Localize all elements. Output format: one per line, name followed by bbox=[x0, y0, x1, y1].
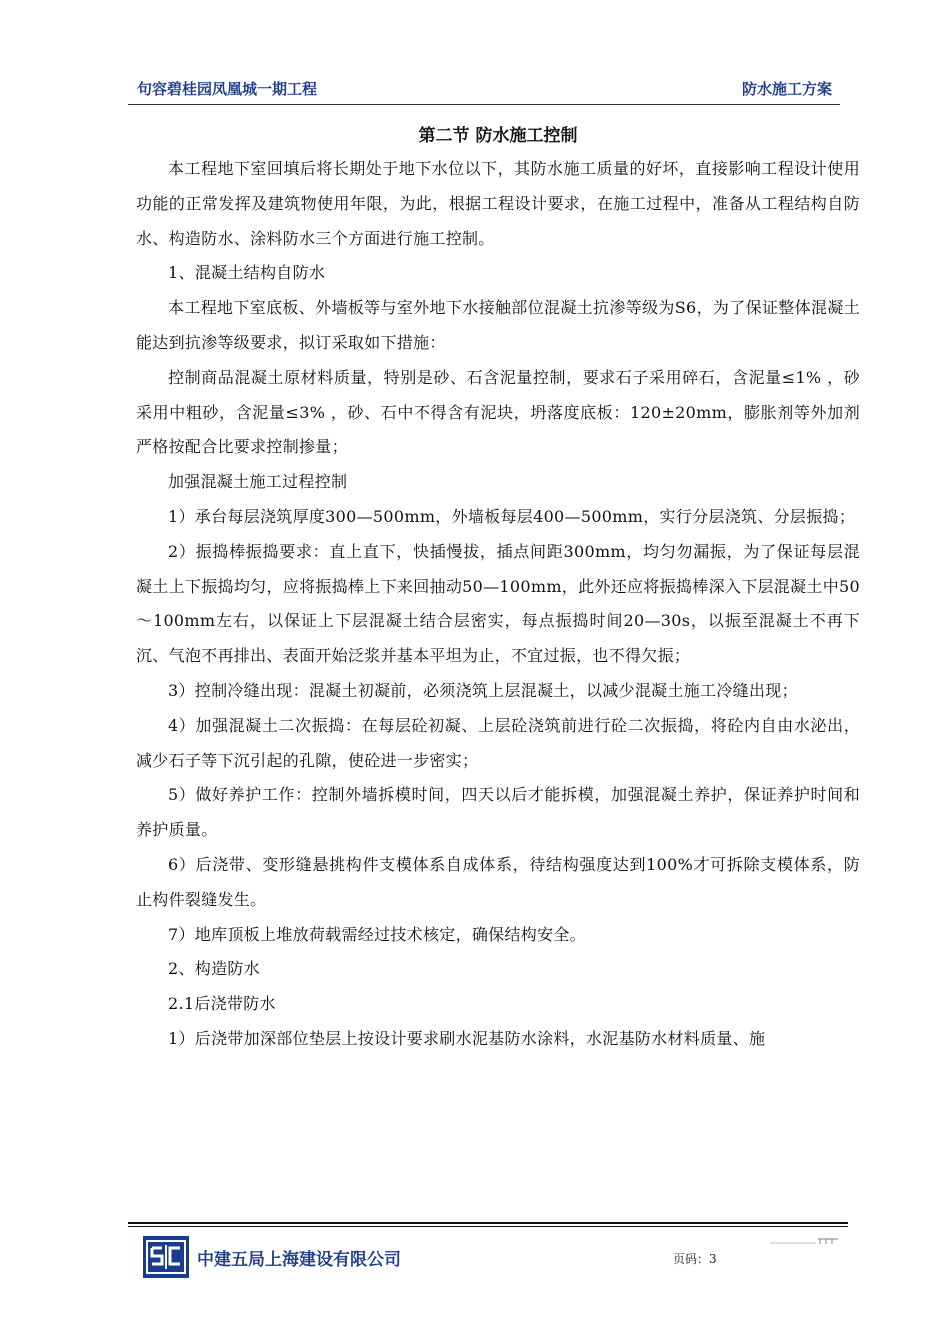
list-item: 2）振捣棒振捣要求：直上直下，快插慢拔，插点间距300mm，均匀勿漏振，为了保证每层混凝土上下振捣均匀，应将振捣棒上下来回抽动50—100mm，此外还应将振捣棒深入下层混凝土中50～100mm左右，以保证上下层混凝土结合层密实，每点振捣时间20—30s，以振至混凝土不再下沉、气泡不再排出、表面开始泛浆并基本平坦为止，不宜过振，也不得欠振； bbox=[136, 541, 860, 666]
document-body bbox=[136, 120, 860, 1057]
subheading: 2.1后浇带防水 bbox=[168, 994, 276, 1014]
header-project-name: 句容碧桂园凤凰城一期工程 bbox=[137, 80, 318, 98]
subheading: 加强混凝土施工过程控制 bbox=[168, 472, 348, 492]
section-title: 第二节 防水施工控制 bbox=[418, 126, 578, 146]
footer-company-name: 中建五局上海建设有限公司 bbox=[197, 1250, 401, 1270]
footer-divider-thick bbox=[128, 1222, 848, 1224]
list-item: 6）后浇带、变形缝悬挑构件支模体系自成体系，待结构强度达到100%才可拆除支模体系，防止构件裂缝发生。 bbox=[136, 854, 860, 909]
footer-decoration-icon bbox=[770, 1236, 840, 1246]
list-item: 1）承台每层浇筑厚度300—500mm，外墙板每层400—500mm，实行分层浇筑、分层振捣； bbox=[168, 506, 856, 526]
list-item: 1）后浇带加深部位垫层上按设计要求刷水泥基防水涂料，水泥基防水材料质量、施 bbox=[168, 1028, 766, 1048]
paragraph: 控制商品混凝土原材料质量，特别是砂、石含泥量控制，要求石子采用碎石，含泥量≤1% ，砂采用中粗砂，含泥量≤3% ，砂、石中不得含有泥块，坍落度底板：120±20mm，膨胀剂等外加剂严格按配合比要求控制掺量； bbox=[136, 367, 860, 457]
subheading: 2、构造防水 bbox=[168, 959, 260, 979]
list-item: 4）加强混凝土二次振捣：在每层砼初凝、上层砼浇筑前进行砼二次振捣，将砼内自由水泌出，减少石子等下沉引起的孔隙，使砼进一步密实； bbox=[136, 715, 860, 770]
list-item: 3）控制冷缝出现：混凝土初凝前，必须浇筑上层混凝土，以减少混凝土施工冷缝出现； bbox=[168, 680, 798, 700]
subheading: 1、混凝土结构自防水 bbox=[168, 263, 326, 283]
header-divider bbox=[128, 104, 840, 105]
header-document-title: 防水施工方案 bbox=[741, 80, 832, 98]
page-number: 页码：3 bbox=[673, 1252, 717, 1266]
paragraph: 本工程地下室回填后将长期处于地下水位以下，其防水施工质量的好坏，直接影响工程设计使用功能的正常发挥及建筑物使用年限，为此，根据工程设计要求，在施工过程中，准备从工程结构自防水、构造防水、涂料防水三个方面进行施工控制。 bbox=[136, 159, 860, 248]
footer-divider-thin bbox=[128, 1226, 848, 1227]
company-logo-icon bbox=[143, 1236, 189, 1278]
list-item: 7）地库顶板上堆放荷载需经过技术核定，确保结构安全。 bbox=[168, 924, 586, 944]
paragraph: 本工程地下室底板、外墙板等与室外地下水接触部位混凝土抗渗等级为S6，为了保证整体混凝土能达到抗渗等级要求，拟订采取如下措施： bbox=[136, 298, 860, 352]
list-item: 5）做好养护工作：控制外墙拆模时间，四天以后才能拆模，加强混凝土养护，保证养护时间和养护质量。 bbox=[136, 785, 860, 840]
